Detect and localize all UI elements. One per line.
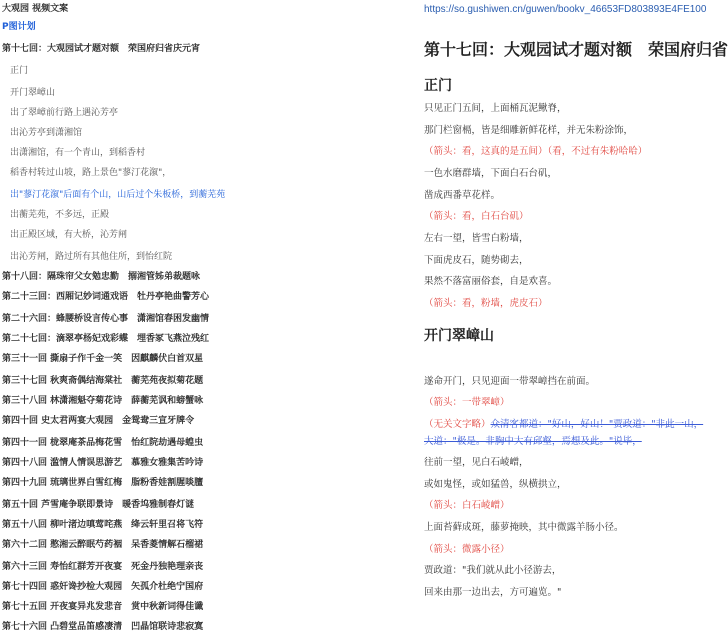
- annotation-line: （箭头：看，粉墙，虎皮石）: [424, 298, 548, 309]
- text-line: 一色水磨群墙，下面白石台矶，: [424, 168, 558, 179]
- annotation-line: （箭头：看，这真的是五间）（看，不过有朱粉哈哈）: [424, 146, 648, 157]
- annotation-span: （无关文字略）: [424, 419, 491, 430]
- outline-subsection-item[interactable]: 稻香村转过山坡，路上景色"蓼汀花溆"，: [10, 168, 172, 178]
- text-line: 或如鬼怪，或如猛兽，纵横拱立，: [424, 479, 567, 490]
- outline-subsection-item[interactable]: 出潇湘馆，有一个青山，到稻香村: [10, 148, 146, 158]
- outline-chapter-item[interactable]: 第二十六回：蜂腰桥设言传心事 潇湘馆春困发幽情: [2, 314, 210, 324]
- text-line: 凿成西番草花样。: [424, 190, 501, 201]
- outline-subsection-item[interactable]: 正门: [10, 66, 29, 76]
- outline-subsection-item[interactable]: 出沁芳亭到潇湘馆: [10, 128, 83, 138]
- struck-text: 众清客都道："好山，好山！"贾政道："非此一山，: [490, 419, 704, 430]
- text-line: 只见正门五间，上面桶瓦泥鳅脊，: [424, 103, 567, 114]
- outline-chapter-item[interactable]: 第六十三回 寿怡红群芳开夜宴 死金丹独艳理亲丧: [2, 562, 204, 572]
- outline-chapter-item[interactable]: 第三十一回 撕扇子作千金一笑 因麒麟伏白首双星: [2, 354, 204, 364]
- text-line: 上面苔藓成斑，藤萝掩映，其中微露羊肠小径。: [424, 522, 624, 533]
- struck-line: 大道："极是。非胸中大有邱壑，焉想及此。"说毕，: [424, 436, 642, 447]
- outline-subsection-item[interactable]: 出沁芳闸，路过所有其他住所，到怡红院: [10, 252, 173, 262]
- outline-chapter-item[interactable]: 第三十八回 林潇湘魁夺菊花诗 薛蘅芜讽和螃蟹咏: [2, 396, 204, 406]
- section-heading-main-gate: 正门: [424, 78, 452, 94]
- annotation-line: （箭头：白石崚嶒）: [424, 500, 510, 511]
- outline-chapter-item[interactable]: 第六十二回 憨湘云醉眠芍药裀 呆香菱情解石榴裙: [2, 540, 204, 550]
- text-line: 果然不落富丽俗套，自是欢喜。: [424, 276, 558, 287]
- outline-subsection-item[interactable]: 出蘅芜苑，不多远，正殿: [10, 210, 110, 220]
- text-line: 遂命开门，只见迎面一带翠嶂挡在前面。: [424, 376, 596, 387]
- outline-chapter-item[interactable]: 第七十六回 凸碧堂品笛感凄清 凹晶馆联诗悲寂寞: [2, 622, 204, 632]
- outline-chapter-item[interactable]: 第四十八回 滥情人情误思游艺 慕雅女雅集苦吟诗: [2, 458, 204, 468]
- outline-subsection-item[interactable]: 出"蓼汀花溆"后面有个山，山后过个朱板桥，到蘅芜苑: [10, 190, 226, 200]
- section-heading-green-screen-hill: 开门翠嶂山: [424, 328, 494, 344]
- outline-chapter-item[interactable]: 第二十三回：西厢记妙词通戏语 牡丹亭艳曲警芳心: [2, 292, 210, 302]
- outline-chapter-item[interactable]: 第三十七回 秋爽斋偶结海棠社 蘅芜苑夜拟菊花题: [2, 376, 204, 386]
- sidebar-plan-link[interactable]: P图计划: [2, 22, 36, 32]
- text-line: 往前一望，见白石崚嶒，: [424, 457, 529, 468]
- outline-chapter-item[interactable]: 第二十七回：滴翠亭杨妃戏彩蝶 埋香冢飞燕泣残红: [2, 334, 210, 344]
- outline-chapter-item[interactable]: 第四十回 史太君两宴大观园 金鸳鸯三宣牙牌令: [2, 416, 195, 426]
- outline-chapter-item[interactable]: 第七十五回 开夜宴异兆发悲音 赏中秋新词得佳谶: [2, 602, 204, 612]
- outline-chapter-item[interactable]: 第五十八回 柳叶渚边嗔莺咤燕 绛云轩里召将飞符: [2, 520, 204, 530]
- annotation-line: （箭头：微露小径）: [424, 544, 510, 555]
- text-line: 那门栏窗槅，皆是细雕新鲜花样，并无朱粉涂饰，: [424, 125, 634, 136]
- outline-chapter-item[interactable]: 第四十九回 琉璃世界白雪红梅 脂粉香娃割腥啖膻: [2, 478, 204, 488]
- outline-chapter-item[interactable]: 第五十回 芦雪庵争联即景诗 暖香坞雅制春灯谜: [2, 500, 195, 510]
- text-line: 回来由那一边出去，方可遍览。": [424, 587, 562, 598]
- outline-subsection-item[interactable]: 出了翠嶂前行路上遇沁芳亭: [10, 108, 119, 118]
- text-line: 左右一望，皆雪白粉墙，: [424, 233, 529, 244]
- outline-chapter-item[interactable]: 第四十一回 栊翠庵茶品梅花雪 怡红院劫遇母蝗虫: [2, 438, 204, 448]
- mixed-line: [424, 416, 703, 430]
- outline-chapter-item[interactable]: 第十七回：大观园试才题对额 荣国府归省庆元宵: [2, 44, 201, 54]
- source-url[interactable]: https://so.gushiwen.cn/guwen/bookv_46653FD803893E4FE100: [424, 4, 707, 15]
- annotation-line: （箭头：一带翠嶂）: [424, 397, 510, 408]
- sidebar-header[interactable]: 大观园 视频文案: [2, 4, 69, 14]
- outline-subsection-item[interactable]: 开门翠嶂山: [10, 88, 56, 98]
- document-pane: [410, 0, 728, 603]
- outline-subsection-item[interactable]: 出正殿区域，有大桥，沁芳闸: [10, 230, 128, 240]
- text-line: 贾政道："我们就从此小径游去，: [424, 565, 562, 576]
- chapter-title: 第十七回：大观园试才题对额 荣国府归省: [424, 40, 728, 59]
- outline-chapter-item[interactable]: 第七十四回 惑奸谗抄检大观园 矢孤介杜绝宁国府: [2, 582, 204, 592]
- outline-chapter-item[interactable]: 第十八回：隔珠帘父女勉忠勤 搦湘管姊弟裁题咏: [2, 272, 201, 282]
- annotation-line: （箭头：看，白石台矶）: [424, 211, 529, 222]
- text-line: 下面虎皮石，随势砌去，: [424, 255, 529, 266]
